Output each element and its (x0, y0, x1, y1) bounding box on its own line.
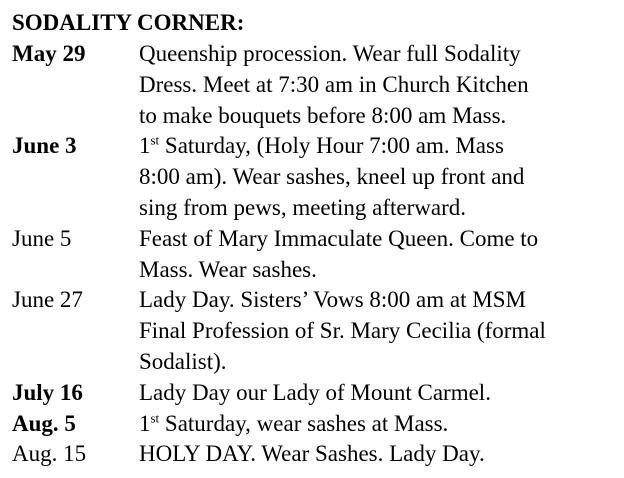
schedule-entry (12, 409, 624, 440)
entry-date: June 3 (12, 133, 77, 159)
entry-description (139, 131, 621, 223)
line-text: 8:00 am). Wear sashes, kneel up front and (139, 164, 525, 190)
schedule-entry (12, 285, 624, 377)
entry-description (139, 409, 621, 440)
line-text: 1 (139, 410, 151, 436)
description-line (139, 162, 621, 193)
line-text: to make bouquets before 8:00 am Mass. (139, 102, 507, 128)
description-line (139, 409, 621, 440)
line-text: Sodalist). (139, 348, 227, 374)
line-text: Lady Day our Lady of Mount Carmel. (139, 379, 491, 405)
line-text: Mass. Wear sashes. (139, 256, 317, 282)
schedule-entry (12, 39, 624, 131)
description-line (139, 101, 621, 132)
description-line (139, 39, 621, 70)
line-text: Queenship procession. Wear full Sodality (139, 41, 521, 66)
description-line (139, 439, 621, 470)
description-line (139, 224, 621, 255)
line-text-continued: Saturday, (Holy Hour 7:00 am. Mass (159, 133, 504, 159)
ordinal-suffix: st (150, 132, 160, 148)
description-line (139, 193, 621, 224)
entry-description (139, 378, 621, 409)
entry-description (139, 224, 621, 286)
entry-date: June 27 (12, 287, 83, 313)
description-line (139, 378, 621, 409)
description-line (139, 347, 621, 378)
entry-date: July 16 (12, 379, 83, 405)
ordinal-suffix: st (150, 409, 160, 425)
description-line (139, 255, 621, 286)
description-line (139, 316, 621, 347)
entry-description (139, 285, 621, 377)
schedule-entry (12, 131, 624, 223)
line-text: Dress. Meet at 7:30 am in Church Kitchen (139, 71, 529, 97)
schedule-list (12, 39, 624, 470)
line-text-continued: Saturday, wear sashes at Mass. (159, 410, 449, 436)
description-line (139, 131, 621, 162)
entry-date: May 29 (12, 41, 86, 66)
description-line (139, 70, 621, 101)
line-text: Final Profession of Sr. Mary Cecilia (formal (139, 318, 546, 344)
line-text: 1 (139, 133, 151, 159)
line-text: HOLY DAY. Wear Sashes. Lady Day. (139, 441, 485, 467)
schedule-entry (12, 378, 624, 409)
entry-date: June 5 (12, 225, 72, 251)
line-text: Lady Day. Sisters’ Vows 8:00 am at MSM (139, 287, 526, 313)
entry-date: Aug. 15 (12, 441, 87, 467)
entry-description (139, 39, 621, 131)
line-text: sing from pews, meeting afterward. (139, 194, 467, 220)
section-heading: SODALITY CORNER: (12, 10, 245, 35)
line-text: Feast of Mary Immaculate Queen. Come to (139, 225, 539, 251)
entry-description (139, 439, 621, 470)
entry-date: Aug. 5 (12, 410, 76, 436)
description-line (139, 285, 621, 316)
schedule-entry (12, 439, 624, 470)
schedule-entry (12, 224, 624, 286)
